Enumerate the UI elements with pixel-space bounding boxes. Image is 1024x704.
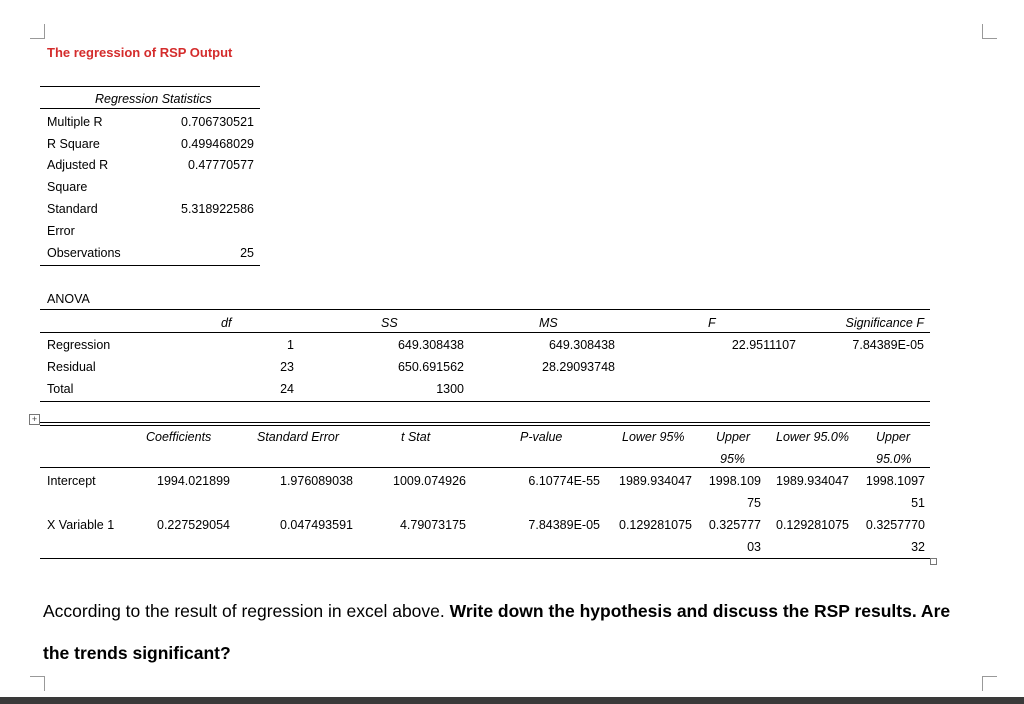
question-paragraph <box>43 590 978 674</box>
coef-cell-upper-95-cont: 03 <box>747 540 761 554</box>
coef-header-upper-95-0: Upper <box>876 430 911 444</box>
anova-top-rule <box>40 309 930 310</box>
anova-cell-df: 1 <box>287 338 294 352</box>
coef-cell-coefficient: 0.227529054 <box>157 518 230 532</box>
question-text: According to the result of regression in excel above. <box>43 601 450 621</box>
stats-label-adjusted-r: Adjusted R <box>47 158 109 172</box>
anova-header-significance-f: Significance F <box>845 316 924 330</box>
anova-row-label: Regression <box>47 338 111 352</box>
move-handle-icon[interactable]: + <box>29 414 40 425</box>
question-emphasis: Write down the hypothesis and discuss the RSP results. Are the trends significant? <box>43 601 951 663</box>
stats-value-multiple-r: 0.706730521 <box>181 115 254 129</box>
coef-cell-upper-95-0-cont: 51 <box>911 496 925 510</box>
anova-cell-f: 22.9511107 <box>731 338 796 352</box>
coef-header-standard-error: Standard Error <box>257 430 339 444</box>
coef-cell-upper-95: 1998.109 <box>708 474 761 488</box>
coef-header-p-value: P-value <box>520 430 563 444</box>
coef-cell-upper-95: 0.325777 <box>708 518 761 532</box>
crop-mark-top-right <box>982 24 997 39</box>
anova-header-rule <box>40 332 930 333</box>
anova-header-df: df <box>221 316 232 330</box>
anova-row-label: Total <box>47 382 74 396</box>
stats-label-standard-error-2: Error <box>47 224 75 238</box>
window-bottom-bar <box>0 697 1024 704</box>
stats-label-standard-error: Standard <box>47 202 98 216</box>
stats-header: Regression Statistics <box>95 92 212 106</box>
coef-header-upper-95: Upper <box>716 430 751 444</box>
anova-cell-significance-f: 7.84389E-05 <box>852 338 924 352</box>
coef-top-rule <box>40 422 930 426</box>
coef-cell-standard-error: 0.047493591 <box>280 518 353 532</box>
stats-header-rule <box>40 108 260 109</box>
stats-bottom-rule <box>40 265 260 266</box>
stats-value-r-square: 0.499468029 <box>181 137 254 151</box>
coef-header-lower-95-0: Lower 95.0% <box>776 430 849 444</box>
stats-value-standard-error: 5.318922586 <box>181 202 254 216</box>
anova-cell-ss: 1300 <box>436 382 464 396</box>
anova-bottom-rule <box>40 401 930 402</box>
coef-cell-t-stat: 1009.074926 <box>393 474 466 488</box>
anova-cell-ms: 649.308438 <box>548 338 615 352</box>
coef-header-rule <box>40 467 930 468</box>
anova-header-ms: MS <box>539 316 558 330</box>
stats-label-r-square: R Square <box>47 137 100 151</box>
crop-mark-top-left <box>30 24 45 39</box>
coef-row-label: X Variable 1 <box>47 518 115 532</box>
coef-cell-upper-95-0-cont: 32 <box>911 540 925 554</box>
coef-header-t-stat: t Stat <box>401 430 431 444</box>
anova-cell-ms: 28.29093748 <box>542 360 615 374</box>
anova-label: ANOVA <box>47 292 90 306</box>
anova-cell-df: 23 <box>280 360 294 374</box>
anova-header-f: F <box>708 316 716 330</box>
coef-header-coefficients: Coefficients <box>146 430 212 444</box>
anova-cell-ss: 649.308438 <box>397 338 464 352</box>
coef-cell-lower-95: 0.129281075 <box>619 518 692 532</box>
coef-cell-coefficient: 1994.021899 <box>157 474 230 488</box>
anova-header-ss: SS <box>381 316 398 330</box>
coef-cell-lower-95: 1989.934047 <box>619 474 692 488</box>
document-title: The regression of RSP Output <box>47 45 233 60</box>
coef-cell-upper-95-cont: 75 <box>747 496 761 510</box>
coef-header-lower-95: Lower 95% <box>622 430 685 444</box>
coef-row-label: Intercept <box>47 474 96 488</box>
table-resize-handle[interactable] <box>930 558 937 565</box>
crop-mark-bottom-left <box>30 676 45 691</box>
coef-cell-p-value: 6.10774E-55 <box>528 474 600 488</box>
coef-header-upper-95-0-b: 95.0% <box>876 452 912 466</box>
coef-cell-upper-95-0: 1998.1097 <box>865 474 925 488</box>
stats-label-multiple-r: Multiple R <box>47 115 103 129</box>
coef-cell-lower-95-0: 0.129281075 <box>776 518 849 532</box>
coef-bottom-rule <box>40 558 930 559</box>
coef-header-upper-95-b: 95% <box>720 452 746 466</box>
stats-value-observations: 25 <box>240 246 254 260</box>
coef-cell-lower-95-0: 1989.934047 <box>776 474 849 488</box>
anova-cell-ss: 650.691562 <box>397 360 464 374</box>
stats-label-adjusted-r-2: Square <box>47 180 88 194</box>
coef-cell-standard-error: 1.976089038 <box>280 474 353 488</box>
coef-cell-upper-95-0: 0.3257770 <box>865 518 925 532</box>
stats-top-rule <box>40 86 260 87</box>
stats-label-observations: Observations <box>47 246 121 260</box>
stats-value-adjusted-r: 0.47770577 <box>187 158 254 172</box>
crop-mark-bottom-right <box>982 676 997 691</box>
coef-cell-p-value: 7.84389E-05 <box>528 518 600 532</box>
anova-cell-df: 24 <box>280 382 294 396</box>
coef-cell-t-stat: 4.79073175 <box>399 518 466 532</box>
anova-row-label: Residual <box>47 360 96 374</box>
